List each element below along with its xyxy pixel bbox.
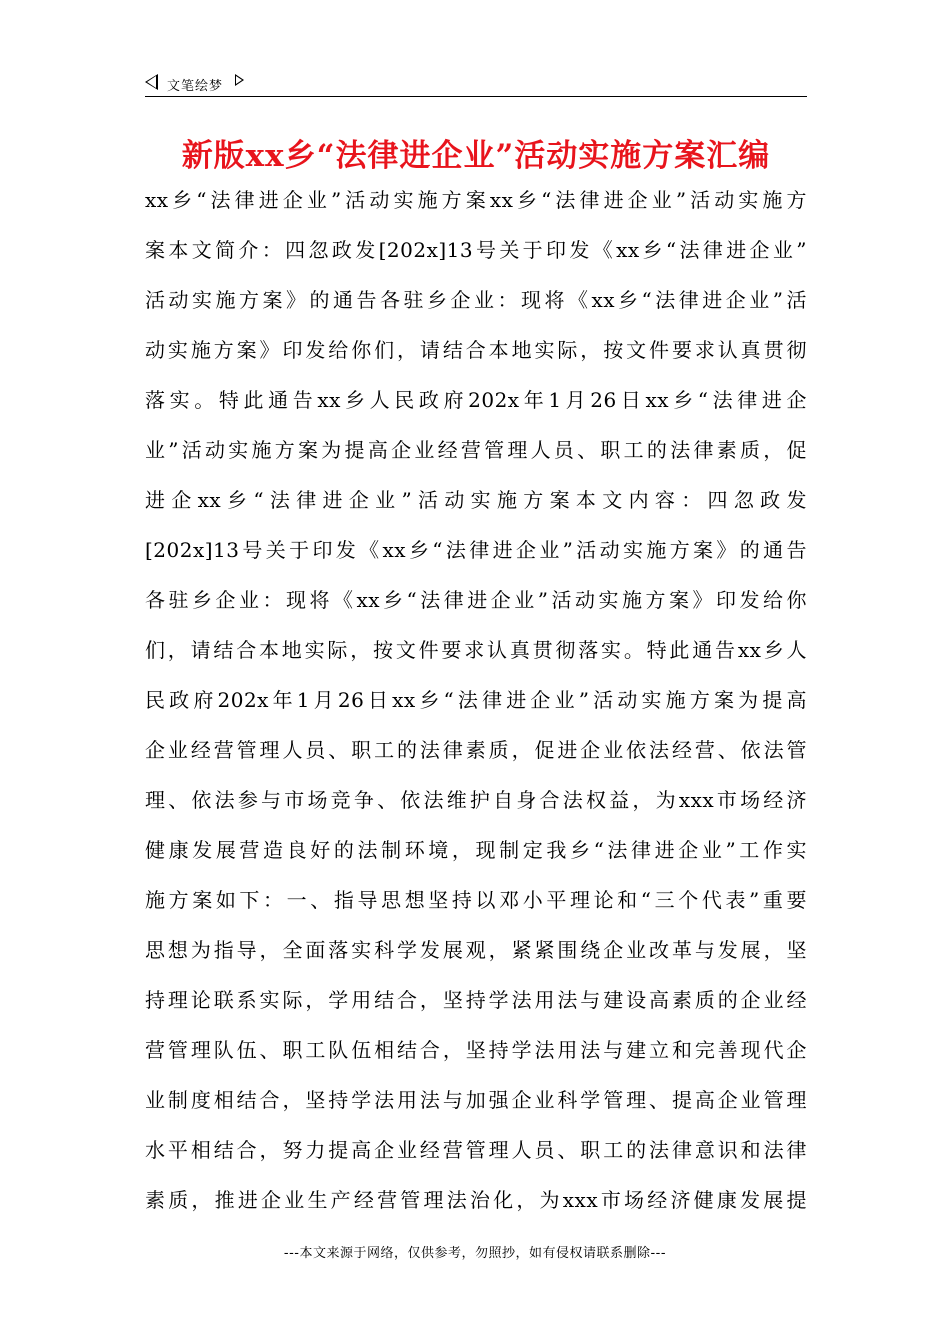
header-brand: 文笔绘梦	[167, 79, 224, 94]
body-line: 思想为指导，全面落实科学发展观，紧紧围绕企业改革与发展，坚	[145, 938, 807, 962]
body-line: 施方案如下：一、指导思想坚持以邓小平理论和“三个代表”重要	[145, 888, 807, 912]
body-line: 水平相结合，努力提高企业经营管理人员、职工的法律意识和法律	[145, 1138, 807, 1162]
page-footer: ---本文来源于网络，仅供参考，勿照抄，如有侵权请联系删除---	[283, 1246, 667, 1261]
body-line: 理、依法参与市场竞争、依法维护自身合法权益，为xxx市场经济	[145, 788, 807, 812]
body-line: xx乡“法律进企业”活动实施方案xx乡“法律进企业”活动实施方	[145, 188, 807, 212]
right-triangle-icon	[235, 74, 244, 86]
body-line: [202x]13号关于印发《xx乡“法律进企业”活动实施方案》的通告	[145, 538, 807, 562]
body-line: 活动实施方案》的通告各驻乡企业：现将《xx乡“法律进企业”活	[145, 288, 807, 312]
body-line: 落实。特此通告xx乡人民政府202x年1月26日xx乡“法律进企	[145, 388, 807, 412]
page-header	[145, 72, 807, 97]
left-triangle-icon	[145, 74, 158, 90]
document-body	[145, 178, 807, 1228]
body-line: 动实施方案》印发给你们，请结合本地实际，按文件要求认真贯彻	[145, 338, 807, 362]
body-line: 民政府202x年1月26日xx乡“法律进企业”活动实施方案为提高	[145, 688, 807, 712]
body-line: 健康发展营造良好的法制环境，现制定我乡“法律进企业”工作实	[145, 838, 807, 862]
body-line: 业制度相结合，坚持学法用法与加强企业科学管理、提高企业管理	[145, 1088, 807, 1112]
body-line: 素质，推进企业生产经营管理法治化，为xxx市场经济健康发展提	[145, 1188, 807, 1212]
document-title: 新版xx乡“法律进企业”活动实施方案汇编	[181, 138, 771, 174]
body-line: 们，请结合本地实际，按文件要求认真贯彻落实。特此通告xx乡人	[145, 638, 807, 662]
body-line: 各驻乡企业：现将《xx乡“法律进企业”活动实施方案》印发给你	[145, 588, 807, 612]
body-line: 业”活动实施方案为提高企业经营管理人员、职工的法律素质，促	[145, 438, 807, 462]
body-line: 持理论联系实际，学用结合，坚持学法用法与建设高素质的企业经	[145, 988, 807, 1012]
body-line: 案本文简介：四忽政发[202x]13号关于印发《xx乡“法律进企业”	[145, 238, 807, 262]
body-line: 进企xx乡“法律进企业”活动实施方案本文内容：四忽政发	[145, 488, 807, 512]
body-line: 营管理队伍、职工队伍相结合，坚持学法用法与建立和完善现代企	[145, 1038, 807, 1062]
body-line: 企业经营管理人员、职工的法律素质，促进企业依法经营、依法管	[145, 738, 807, 762]
